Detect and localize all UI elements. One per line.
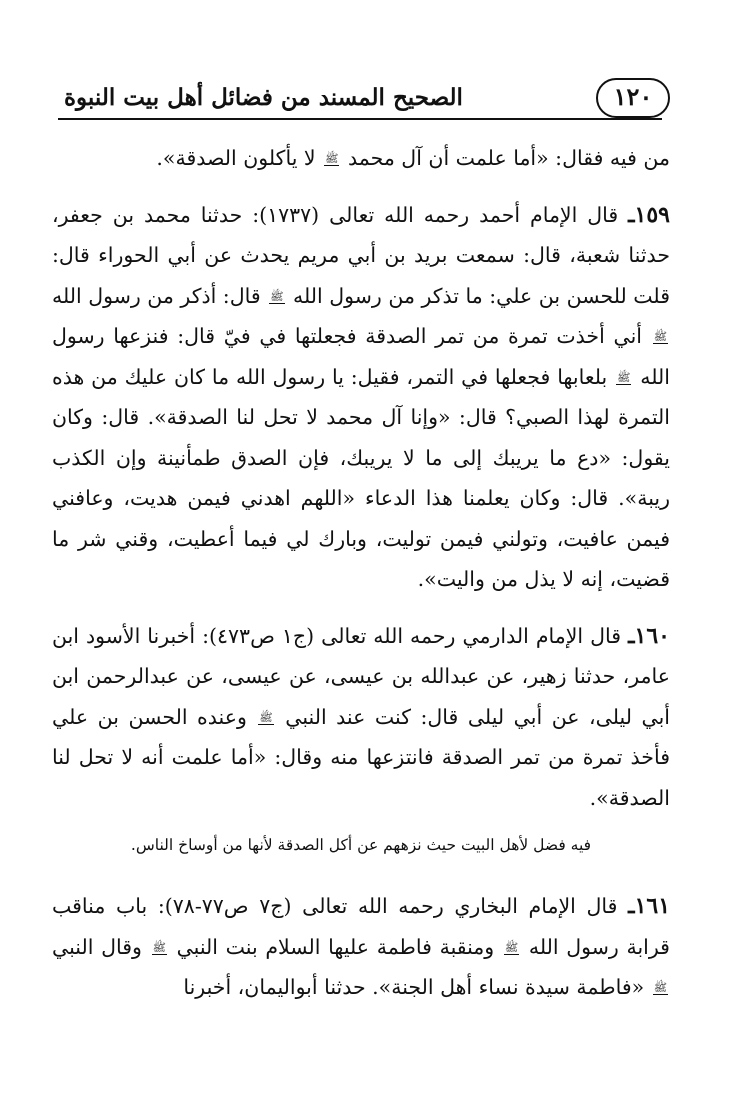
hadith-number: ١٦٠ـ bbox=[628, 622, 670, 649]
text-run: أني أخذت تمرة من تمر الصدقة فجعلتها في فيّ قال: فنزعها رسول الله bbox=[52, 324, 670, 389]
hadith-159 bbox=[52, 195, 670, 600]
hadith-number: ١٥٩ـ bbox=[628, 201, 670, 228]
text-run: قال الإمام أحمد رحمه الله تعالى (١٧٣٧): حدثنا محمد بن جعفر، حدثنا شعبة، قال: سمعت بريد بن أبي مريم يحدث عن أبي الحوراء قال: قلت للحسن بن علي: ما تذكر من رسول الله bbox=[52, 202, 670, 308]
salla-glyph: ﷺ bbox=[325, 152, 339, 165]
text-run: ومنقبة فاطمة عليها السلام بنت النبي bbox=[176, 934, 495, 959]
text-run: بلعابها فجعلها في التمر، فقيل: يا رسول الله ما كان عليك من هذه التمرة لهذا الصبي؟ قال: «وإنا آل محمد لا تحل لنا الصدقة». قال: وكان يقول: «دع ما يريبك إلى ما لا يريبك، فإن الصدق طمأنينة وإن الكذب ريبة». قال: وكان يعلمنا هذا الدعاء «اللهم اهدني فيمن هديت، وعافني فيمن عافيت، وتولني فيمن توليت، وبارك لي فيما أعطيت، وقني شر ما قضيت، إنه لا يذل من واليت». bbox=[52, 364, 670, 591]
hadith-161 bbox=[52, 886, 670, 1008]
salla-glyph: ﷺ bbox=[504, 940, 519, 954]
commentary-note: فيه فضل لأهل البيت حيث نزههم عن أكل الصدقة لأنها من أوساخ الناس. bbox=[130, 836, 592, 854]
text-run: قال: أذكر من رسول الله bbox=[51, 283, 261, 308]
text-run: وقال النبي bbox=[52, 934, 142, 959]
page-header bbox=[58, 78, 662, 120]
page-body bbox=[52, 138, 670, 1008]
salla-glyph: ﷺ bbox=[259, 710, 273, 724]
hadith-160 bbox=[52, 616, 670, 819]
salla-glyph: ﷺ bbox=[152, 940, 166, 954]
salla-glyph: ﷺ bbox=[270, 289, 284, 303]
salla-glyph: ﷺ bbox=[653, 981, 667, 994]
book-title: الصحيح المسند من فضائل أهل بيت النبوة bbox=[64, 84, 463, 111]
text-run: من فيه فقال: «أما علمت أن آل محمد bbox=[347, 146, 670, 170]
hadith-number: ١٦١ـ bbox=[628, 893, 671, 919]
salla-glyph: ﷺ bbox=[617, 370, 631, 384]
text-run: لا يأكلون الصدقة». bbox=[156, 146, 316, 170]
text-run: «فاطمة سيدة نساء أهل الجنة». حدثنا أبواليمان، أخبرنا bbox=[183, 975, 645, 999]
page-number: ١٢٠ bbox=[596, 78, 670, 118]
text-run: وعنده الحسن بن علي فأخذ تمرة من تمر الصدقة فانتزعها منه وقال: «أما علمت أنه لا تحل لنا الصدقة». bbox=[52, 704, 670, 810]
text-run: قال الإمام الدارمي رحمه الله تعالى (ج١ ص٤٧٣): أخبرنا الأسود ابن عامر، حدثنا زهير، عن عبدالله بن عيسى، عن عيسى، عن عبدالرحمن ابن أبي ليلى، عن أبي ليلى قال: كنت عند النبي bbox=[52, 623, 670, 729]
text-run: قال الإمام البخاري رحمه الله تعالى (ج٧ ص٧٧-٧٨): باب مناقب قرابة رسول الله bbox=[52, 894, 670, 959]
salla-glyph: ﷺ bbox=[653, 330, 667, 343]
paragraph-continuation bbox=[52, 138, 670, 179]
